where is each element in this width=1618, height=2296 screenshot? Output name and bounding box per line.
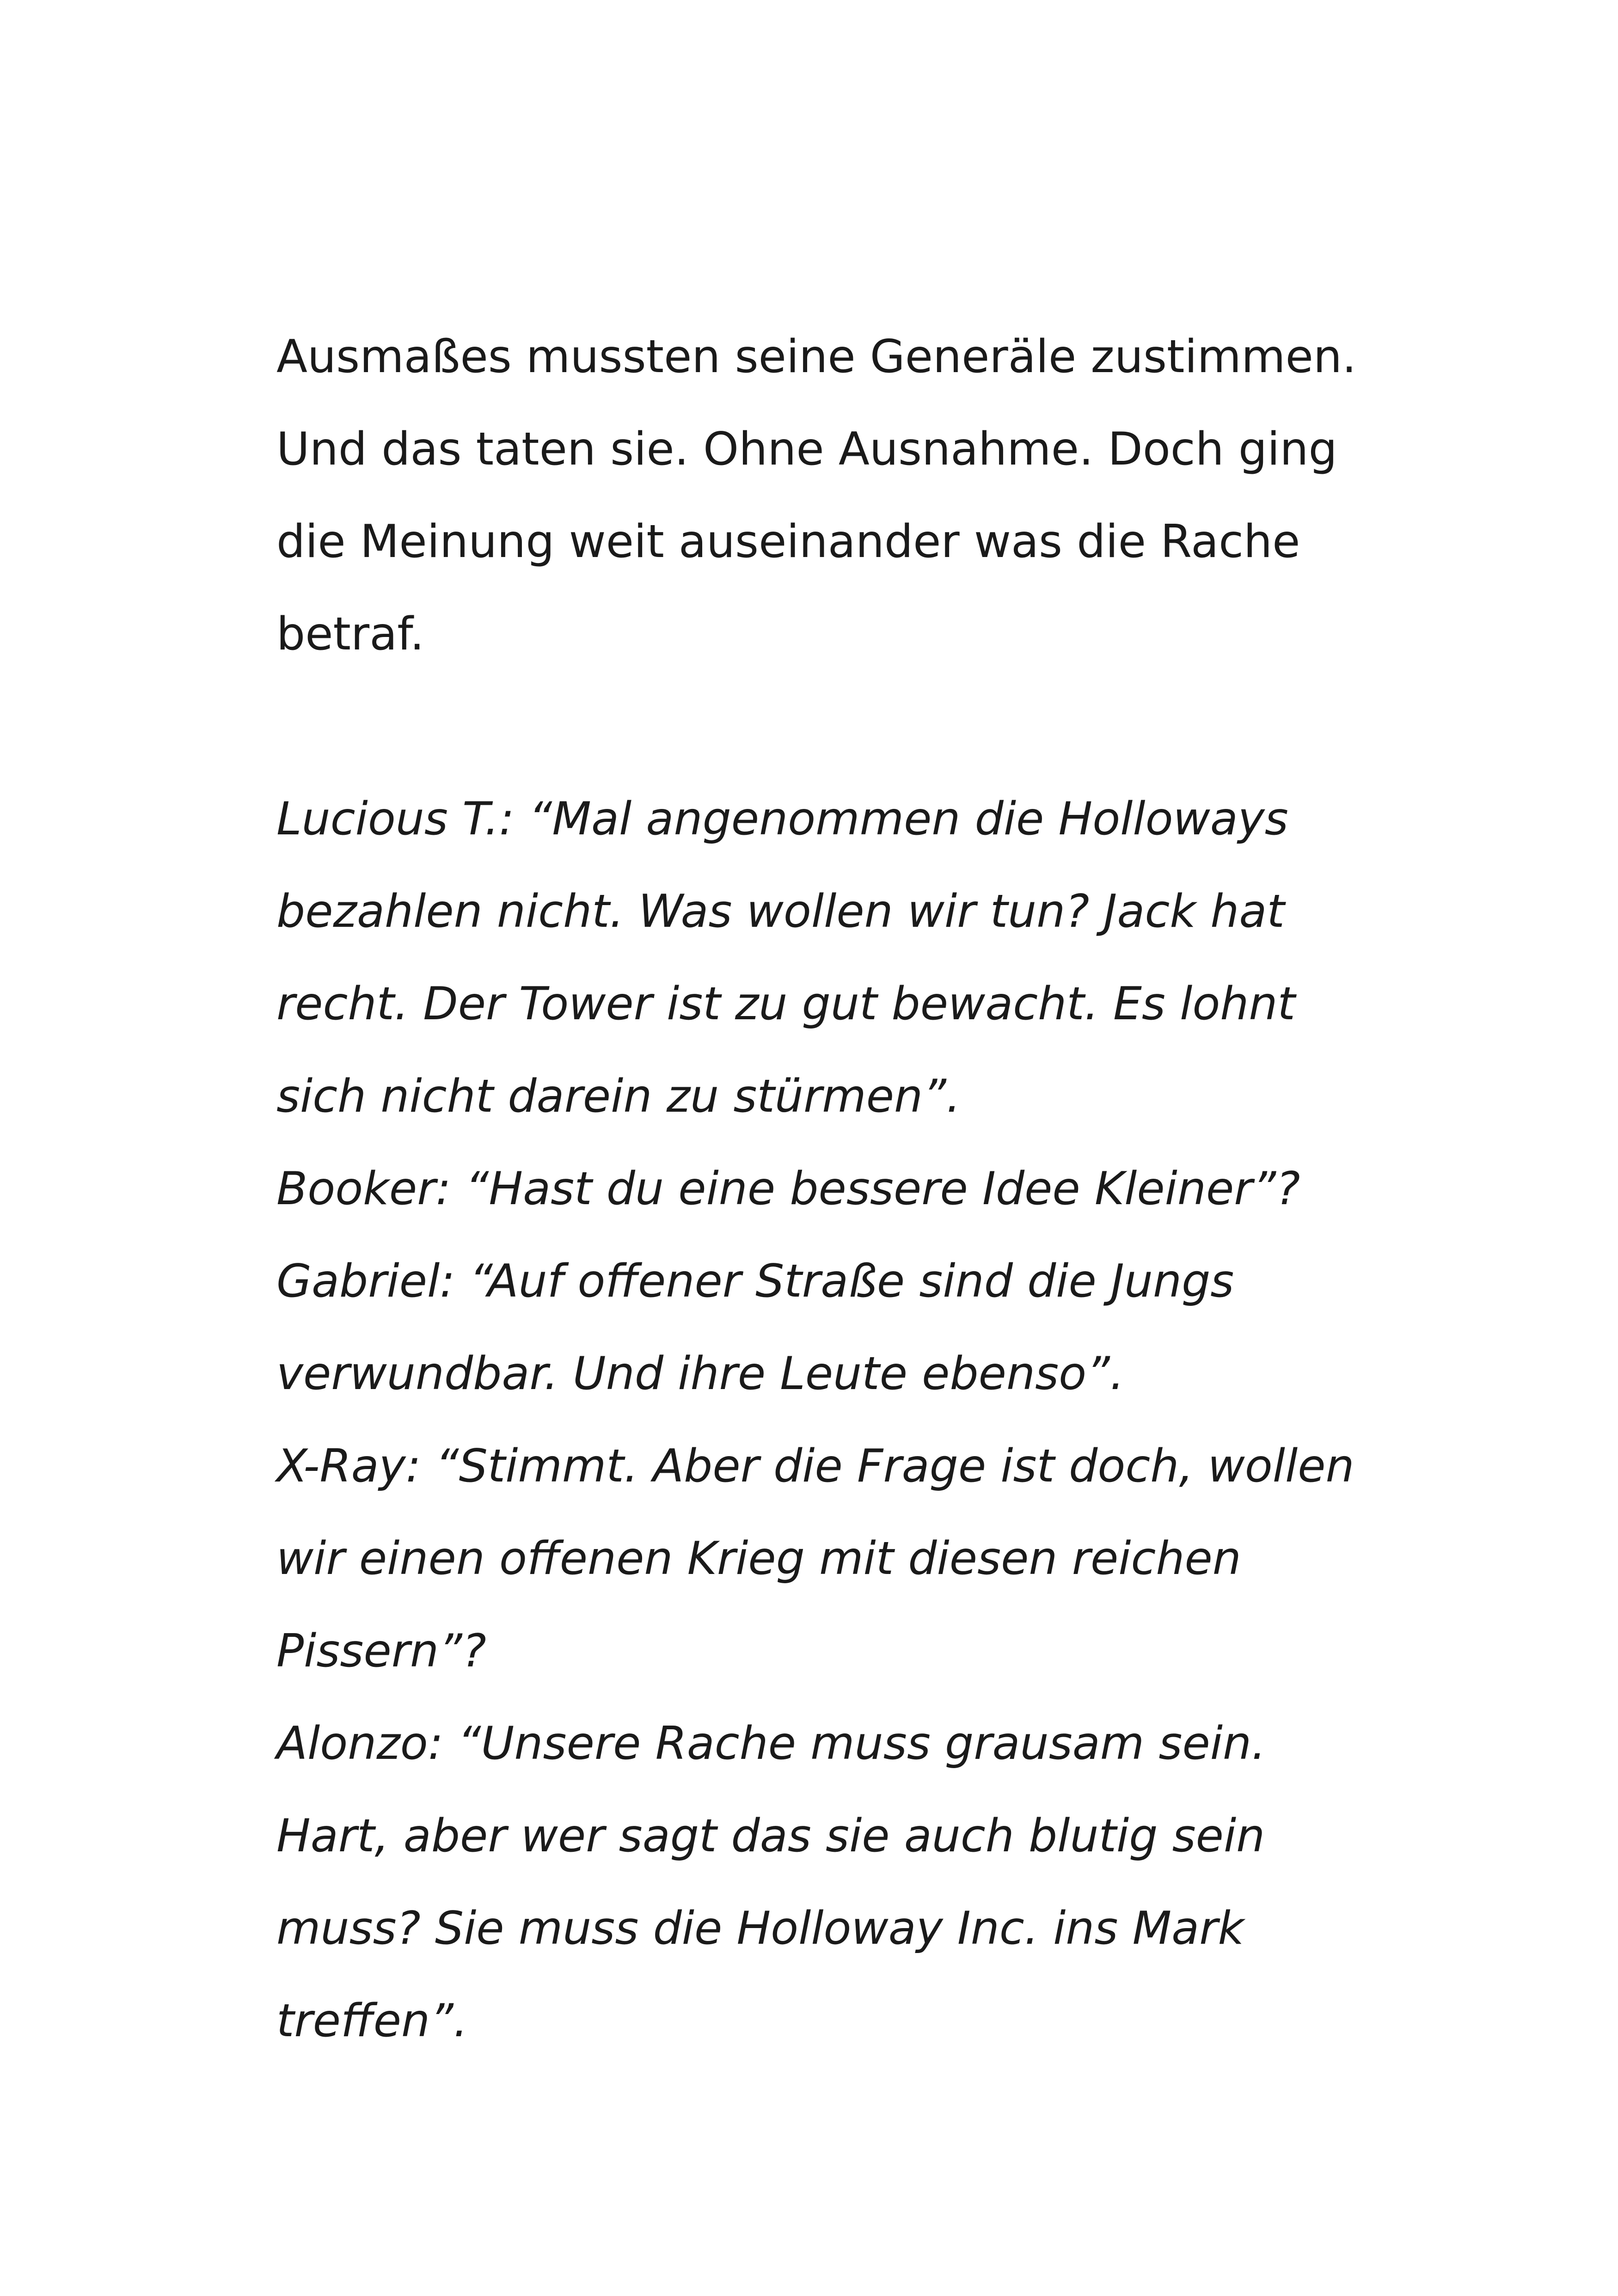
dialogue-line: verwundbar. Und ihre Leute ebenso”. <box>276 1347 1125 1400</box>
dialogue-line: muss? Sie muss die Holloway Inc. ins Mark <box>276 1902 1244 1955</box>
dialogue-line: recht. Der Tower ist zu gut bewacht. Es lohnt <box>276 978 1295 1030</box>
narrative-line: Ausmaßes mussten seine Generäle zustimmen. <box>276 331 1357 383</box>
dialogue-line: sich nicht darein zu stürmen”. <box>276 1070 961 1123</box>
dialogue-line: bezahlen nicht. Was wollen wir tun? Jack hat <box>276 885 1285 938</box>
dialogue-line: treffen”. <box>276 1995 468 2047</box>
dialogue-line: Hart, aber wer sagt das sie auch blutig sein <box>276 1810 1265 1862</box>
dialogue-line: Lucious T.: “Mal angenommen die Holloways <box>276 793 1288 845</box>
dialogue-line: wir einen offenen Krieg mit diesen reichen <box>276 1532 1241 1585</box>
dialogue-line: X-Ray: “Stimmt. Aber die Frage ist doch, wollen <box>276 1440 1354 1493</box>
dialogue-line: Gabriel: “Auf offener Straße sind die Jungs <box>276 1255 1234 1308</box>
narrative-line: die Meinung weit auseinander was die Rache <box>276 515 1300 568</box>
narrative-line: betraf. <box>276 608 424 661</box>
dialogue-line: Alonzo: “Unsere Rache muss grausam sein. <box>276 1717 1266 1770</box>
dialogue-line: Pissern”? <box>276 1625 486 1678</box>
body-text <box>276 311 1386 2067</box>
paragraph-gap <box>276 680 1386 773</box>
dialogue-line: Booker: “Hast du eine bessere Idee Kleiner”? <box>276 1163 1300 1215</box>
narrative-line: Und das taten sie. Ohne Ausnahme. Doch ging <box>276 423 1337 476</box>
